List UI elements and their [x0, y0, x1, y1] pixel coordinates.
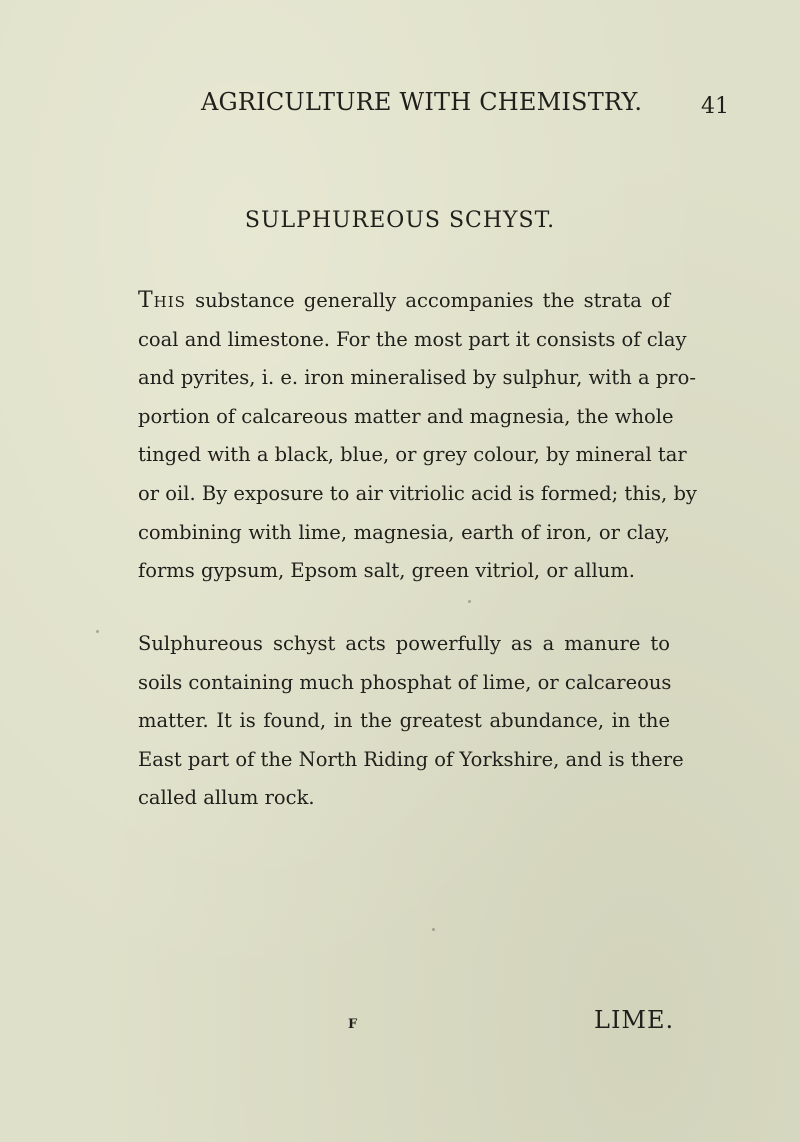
- paper-speck: [96, 630, 99, 633]
- paragraph-1: [138, 282, 697, 591]
- paragraph-line: coal and limestone. For the most part it consists of clay: [138, 327, 687, 351]
- paragraph-line: combining with lime, magnesia, earth of iron, or clay,: [138, 520, 670, 544]
- paragraph-line: tinged with a black, blue, or grey colour, by mineral tar: [138, 443, 687, 467]
- catchword: LIME.: [594, 1006, 675, 1034]
- paragraph-line: or oil. By exposure to air vitriolic acid is formed; this, by: [138, 481, 697, 505]
- running-head: AGRICULTURE WITH CHEMISTRY.: [201, 88, 643, 116]
- paragraph-line: East part of the North Riding of Yorkshire, and is there: [138, 747, 684, 771]
- paragraph-line: forms gypsum, Epsom salt, green vitriol, or allum.: [138, 559, 635, 583]
- paragraph-line: This substance generally accompanies the strata of: [138, 288, 670, 313]
- paper-speck: [468, 600, 471, 603]
- paragraph-line: called allum rock.: [138, 786, 315, 810]
- paragraph-line: soils containing much phosphat of lime, or calcareous: [138, 670, 672, 694]
- paragraph-line: and pyrites, i. e. iron mineralised by sulphur, with a pro-: [138, 366, 696, 390]
- page-number: 41: [701, 94, 729, 119]
- paragraph-2: [138, 625, 684, 818]
- paper-speck: [432, 928, 435, 931]
- paragraph-line: portion of calcareous matter and magnesia, the whole: [138, 404, 674, 428]
- lead-word: This: [138, 288, 186, 313]
- paragraph-line: Sulphureous schyst acts powerfully as a manure to: [138, 632, 670, 655]
- section-title: SULPHUREOUS SCHYST.: [244, 208, 556, 233]
- signature-mark: F: [348, 1017, 358, 1032]
- paragraph-line: matter. It is found, in the greatest abundance, in the: [138, 709, 670, 733]
